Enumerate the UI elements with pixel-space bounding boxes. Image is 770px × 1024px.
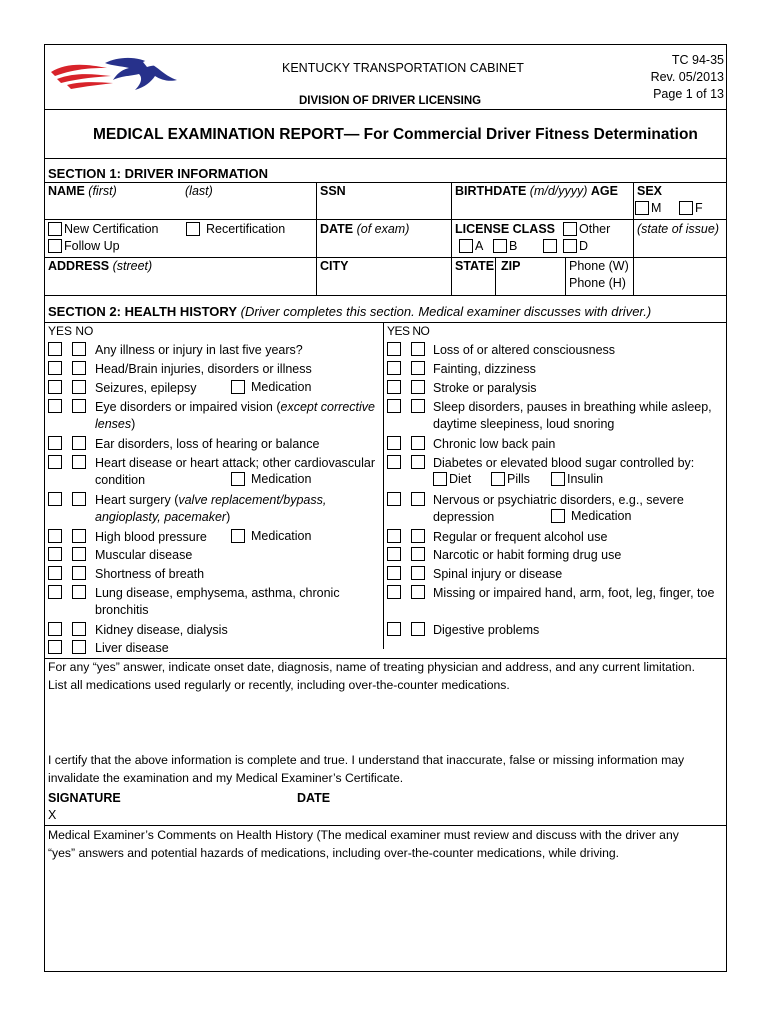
left-q6-med-checkbox[interactable] [231, 472, 245, 486]
left-q7-part2: valve replacement/bypass, [178, 493, 327, 507]
right-q12-no[interactable] [411, 622, 425, 636]
right-q6-pills-checkbox[interactable] [491, 472, 505, 486]
class-b-checkbox[interactable] [493, 239, 507, 253]
right-q4-text: Sleep disorders, pauses in breathing while asleep, [433, 400, 712, 414]
left-q1-text: Any illness or injury in last five years? [95, 343, 303, 357]
yes-no-header-right: YES NO [387, 324, 430, 338]
left-q4-part3: lenses [95, 417, 132, 431]
agency-name: KENTUCKY TRANSPORTATION CABINET [282, 61, 524, 75]
right-q8-no[interactable] [411, 529, 425, 543]
class-b-label: B [509, 239, 518, 253]
name-last-hint: (last) [185, 184, 213, 198]
right-q11-text: Missing or impaired hand, arm, foot, leg, finger, toe [433, 586, 715, 600]
left-q8-no[interactable] [72, 529, 86, 543]
left-q3-med-checkbox[interactable] [231, 380, 245, 394]
address-field[interactable] [48, 259, 152, 273]
left-q4-part4: ) [131, 417, 136, 431]
division-name: DIVISION OF DRIVER LICENSING [299, 95, 482, 107]
right-q2-no[interactable] [411, 361, 425, 375]
left-q4-part2: except corrective [280, 400, 375, 414]
exam-date-hint: (of exam) [356, 222, 410, 236]
right-q5-text: Chronic low back pain [433, 437, 556, 451]
left-q10-text: Shortness of breath [95, 567, 205, 581]
name-label: NAME [48, 184, 85, 198]
right-q9-text: Narcotic or habit forming drug use [433, 548, 622, 562]
right-q6-insulin-option[interactable] [551, 472, 603, 486]
right-q9-no[interactable] [411, 547, 425, 561]
left-q4-no[interactable] [72, 399, 86, 413]
left-q6-text-line2: condition [95, 473, 146, 487]
city-label[interactable]: CITY [320, 259, 349, 273]
class-b-option[interactable] [493, 239, 517, 253]
right-q1-no[interactable] [411, 342, 425, 356]
right-q12-text: Digestive problems [433, 623, 540, 637]
yes-answer-details-area[interactable] [45, 695, 728, 750]
right-q7-med-label: Medication [571, 509, 632, 523]
right-q7-med-option[interactable] [551, 509, 631, 523]
sex-f-label: F [695, 201, 703, 215]
left-q8-med-option[interactable] [231, 529, 311, 543]
left-q11-yes[interactable] [48, 585, 62, 599]
left-q3-yes[interactable] [48, 380, 62, 394]
right-q5-yes[interactable] [387, 436, 401, 450]
examiner-comments-area[interactable] [45, 863, 728, 971]
left-q7-part4: ) [226, 510, 231, 524]
age-label: AGE [590, 184, 618, 198]
left-q4-text [95, 400, 375, 414]
left-q5-yes[interactable] [48, 436, 62, 450]
right-q7-text: Nervous or psychiatric disorders, e.g., severe [433, 493, 684, 507]
recert-label: Recertification [206, 222, 286, 236]
section2-note: (Driver completes this section. Medical examiner discusses with driver.) [240, 304, 652, 319]
left-q8-yes[interactable] [48, 529, 62, 543]
certify-text-line1: I certify that the above information is complete and true. I understand that inaccurate, false or missing information may [48, 753, 685, 767]
state-label[interactable]: STATE [455, 259, 495, 273]
left-q1-yes[interactable] [48, 342, 62, 356]
right-q1-yes[interactable] [387, 342, 401, 356]
section2-heading [48, 304, 651, 319]
class-c-checkbox-box[interactable] [543, 239, 557, 253]
right-q6-pills-option[interactable] [491, 472, 530, 486]
zip-label[interactable]: ZIP [501, 259, 521, 273]
left-q7-part3: angioplasty, pacemaker [95, 510, 227, 524]
right-q10-text: Spinal injury or disease [433, 567, 563, 581]
left-q7-no[interactable] [72, 492, 86, 506]
class-other-option[interactable] [563, 222, 610, 236]
exam-date-field[interactable] [320, 222, 409, 236]
follow-up-checkbox[interactable] [48, 239, 62, 253]
right-q3-text: Stroke or paralysis [433, 381, 537, 395]
left-q7-part1: Heart surgery ( [95, 493, 179, 507]
form-revision: Rev. 05/2013 [650, 70, 724, 84]
section1-heading: SECTION 1: DRIVER INFORMATION [48, 166, 269, 181]
left-q3-text: Seizures, epilepsy [95, 381, 197, 395]
new-cert-option[interactable] [48, 222, 158, 236]
right-q7-yes[interactable] [387, 492, 401, 506]
right-q8-text: Regular or frequent alcohol use [433, 530, 608, 544]
left-q6-med-option[interactable] [231, 472, 311, 486]
left-q10-no[interactable] [72, 566, 86, 580]
right-q10-yes[interactable] [387, 566, 401, 580]
exam-date-label: DATE [320, 222, 354, 236]
class-a-label: A [475, 239, 484, 253]
left-q11-no[interactable] [72, 585, 86, 599]
right-q6-diet-option[interactable] [433, 472, 471, 486]
right-q9-yes[interactable] [387, 547, 401, 561]
class-d-checkbox[interactable] [563, 239, 577, 253]
right-q4-text-line2: daytime sleepiness, loud snoring [433, 417, 615, 431]
sex-m-label: M [651, 201, 662, 215]
phone-h-label[interactable]: Phone (H) [569, 276, 626, 290]
yes-answer-instructions-line2: List all medications used regularly or recently, including over-the-counter medications. [48, 678, 510, 692]
class-a-option[interactable] [459, 239, 483, 253]
page-number: Page 1 of 13 [653, 87, 724, 101]
left-q13-text: Liver disease [95, 641, 169, 655]
class-other-label: Other [579, 222, 611, 236]
new-cert-label: New Certification [64, 222, 159, 236]
right-q6-insulin-label: Insulin [567, 472, 604, 486]
birthdate-label: BIRTHDATE [455, 184, 527, 198]
left-q4-text-line2 [95, 417, 135, 431]
sex-f-checkbox[interactable] [679, 201, 693, 215]
right-q7-med-checkbox[interactable] [551, 509, 565, 523]
left-q4-yes[interactable] [48, 399, 62, 413]
left-q13-yes[interactable] [48, 640, 62, 654]
right-q11-no[interactable] [411, 585, 425, 599]
follow-up-label: Follow Up [64, 239, 120, 253]
left-q1-no[interactable] [72, 342, 86, 356]
medical-exam-form [44, 44, 727, 972]
right-q7-text-line2: depression [433, 510, 495, 524]
right-q4-yes[interactable] [387, 399, 401, 413]
right-q6-yes[interactable] [387, 455, 401, 469]
left-q3-no[interactable] [72, 380, 86, 394]
left-q2-no[interactable] [72, 361, 86, 375]
phone-w-label[interactable]: Phone (W) [569, 259, 629, 273]
right-q7-no[interactable] [411, 492, 425, 506]
new-cert-checkbox[interactable] [48, 222, 62, 236]
recert-option[interactable] [186, 222, 285, 236]
right-q8-yes[interactable] [387, 529, 401, 543]
right-q1-text: Loss of or altered consciousness [433, 343, 616, 357]
left-q6-yes[interactable] [48, 455, 62, 469]
left-q12-text: Kidney disease, dialysis [95, 623, 228, 637]
state-of-issue-hint: (state of issue) [637, 222, 719, 236]
yes-answer-instructions-line1: For any “yes” answer, indicate onset date, diagnosis, name of treating physician and address, and any current limitation. [48, 660, 695, 674]
class-d-option[interactable] [563, 239, 588, 253]
left-q5-no[interactable] [72, 436, 86, 450]
section2-title: SECTION 2: HEALTH HISTORY [48, 304, 237, 319]
left-q6-no[interactable] [72, 455, 86, 469]
left-q8-med-label: Medication [251, 529, 312, 543]
right-q4-no[interactable] [411, 399, 425, 413]
right-q6-diet-label: Diet [449, 472, 472, 486]
left-q8-text: High blood pressure [95, 530, 207, 544]
left-q12-no[interactable] [72, 622, 86, 636]
right-q3-no[interactable] [411, 380, 425, 394]
right-q6-insulin-checkbox[interactable] [551, 472, 565, 486]
left-q4-part1: Eye disorders or impaired vision ( [95, 400, 281, 414]
license-class-label: LICENSE CLASS [455, 222, 556, 236]
sex-label: SEX [637, 184, 663, 198]
left-q9-no[interactable] [72, 547, 86, 561]
follow-up-option[interactable] [48, 239, 120, 253]
left-q9-text: Muscular disease [95, 548, 193, 562]
signature-label: SIGNATURE [48, 791, 121, 805]
left-q7-text [95, 493, 326, 507]
left-q11-text-line2: bronchitis [95, 603, 149, 617]
class-a-checkbox[interactable] [459, 239, 473, 253]
left-q7-text-line2 [95, 510, 230, 524]
left-q10-yes[interactable] [48, 566, 62, 580]
certify-text-line2: invalidate the examination and my Medical Examiner’s Certificate. [48, 771, 404, 785]
examiner-comments-line2: “yes” answers and potential hazards of medications, including over-the-counter medications, while driving. [48, 846, 620, 860]
left-q11-text: Lung disease, emphysema, asthma, chronic [95, 586, 340, 600]
left-q9-yes[interactable] [48, 547, 62, 561]
left-q6-med-label: Medication [251, 472, 312, 486]
right-q5-no[interactable] [411, 436, 425, 450]
left-q2-text: Head/Brain injuries, disorders or illness [95, 362, 312, 376]
left-q5-text: Ear disorders, loss of hearing or balance [95, 437, 320, 451]
signature-x-mark[interactable]: X [48, 808, 57, 822]
left-q13-no[interactable] [72, 640, 86, 654]
sex-m-checkbox[interactable] [635, 201, 649, 215]
right-q2-yes[interactable] [387, 361, 401, 375]
name-field[interactable] [48, 184, 117, 198]
ssn-label[interactable]: SSN [320, 184, 346, 198]
left-q3-med-label: Medication [251, 380, 312, 394]
right-q2-text: Fainting, dizziness [433, 362, 536, 376]
kentucky-transportation-horse-logo-icon [47, 54, 187, 96]
address-hint: (street) [112, 259, 153, 273]
sex-f-option[interactable] [679, 201, 703, 215]
right-q6-no[interactable] [411, 455, 425, 469]
date-label: DATE [297, 791, 331, 805]
recert-checkbox[interactable] [186, 222, 200, 236]
birthdate-format: (m/d/yyyy) [529, 184, 588, 198]
sex-m-option[interactable] [635, 201, 661, 215]
left-q8-med-checkbox[interactable] [231, 529, 245, 543]
name-first-hint: (first) [88, 184, 117, 198]
right-q11-yes[interactable] [387, 585, 401, 599]
examiner-comments-line1: Medical Examiner’s Comments on Health History (The medical examiner must review and discuss with the driver any [48, 828, 679, 842]
birthdate-field[interactable] [455, 184, 618, 198]
class-other-checkbox[interactable] [563, 222, 577, 236]
right-q6-diet-checkbox[interactable] [433, 472, 447, 486]
left-q3-med-option[interactable] [231, 380, 311, 394]
right-q6-pills-label: Pills [507, 472, 530, 486]
left-q12-yes[interactable] [48, 622, 62, 636]
address-label: ADDRESS [48, 259, 110, 273]
left-q6-text: Heart disease or heart attack; other cardiovascular [95, 456, 375, 470]
right-q6-text: Diabetes or elevated blood sugar controlled by: [433, 456, 695, 470]
right-q12-yes[interactable] [387, 622, 401, 636]
right-q3-yes[interactable] [387, 380, 401, 394]
page-title: MEDICAL EXAMINATION REPORT— For Commercial Driver Fitness Determination [93, 126, 698, 143]
left-q2-yes[interactable] [48, 361, 62, 375]
form-number: TC 94-35 [671, 53, 724, 67]
yes-no-header-left: YES NO [48, 324, 94, 338]
class-d-label: D [579, 239, 589, 253]
right-q10-no[interactable] [411, 566, 425, 580]
left-q7-yes[interactable] [48, 492, 62, 506]
